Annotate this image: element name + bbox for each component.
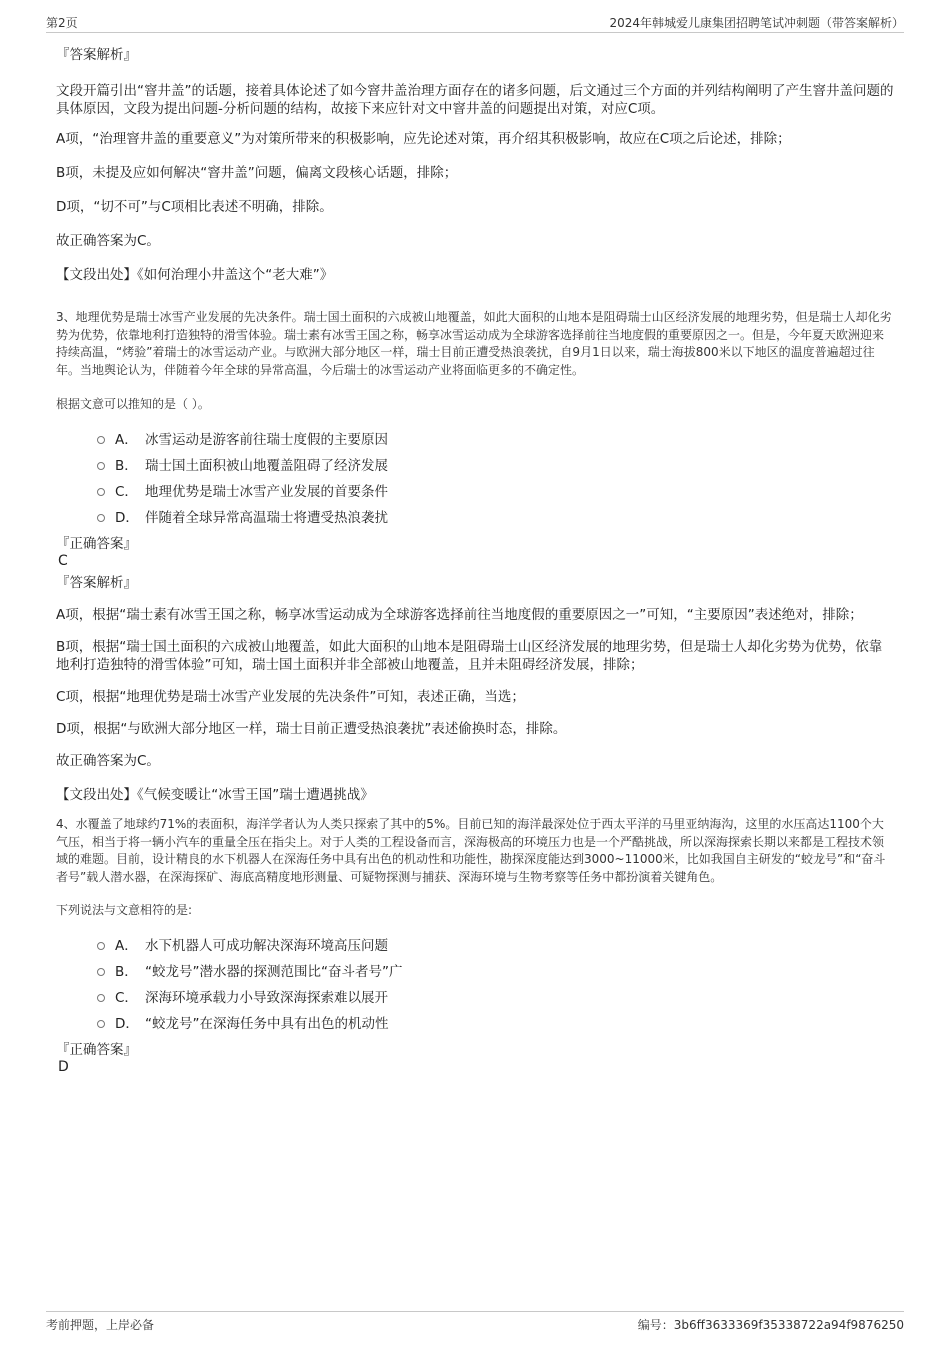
analysis-option-d: D项，根据“与欧洲大部分地区一样，瑞士目前正遭受热浪袭扰”表述偷换时态，排除。 (56, 721, 567, 737)
question-4-options (56, 933, 894, 1037)
question-3-options (56, 427, 894, 531)
passage-source: 【文段出处】《如何治理小井盖这个“老大难”》 (56, 267, 334, 283)
answer-analysis-label: 『答案解析』 (56, 47, 137, 63)
option-letter: C． (115, 990, 138, 1006)
option-letter: D． (115, 510, 139, 526)
option-letter: A． (115, 938, 138, 954)
option-d[interactable] (56, 1011, 894, 1037)
passage-source: 【文段出处】《气候变暖让“冰雪王国”瑞士遭遇挑战》 (56, 787, 374, 803)
option-letter: A． (115, 432, 138, 448)
option-letter: B． (115, 964, 138, 980)
page-footer (46, 1311, 904, 1334)
analysis-conclusion: 故正确答案为C。 (56, 753, 160, 769)
document-title: 2024年韩城爱儿康集团招聘笔试冲刺题（带答案解析） (609, 16, 904, 30)
document-body (56, 44, 894, 1076)
question-4-prompt: 下列说法与文意相符的是: (56, 903, 193, 917)
option-letter: C． (115, 484, 138, 500)
option-text: 伴随着全球异常高温瑞士将遭受热浪袭扰 (145, 510, 388, 526)
option-text: 水下机器人可成功解决深海环境高压问题 (145, 938, 388, 954)
analysis-intro: 文段开篇引出“窨井盖”的话题，接着具体论述了如今窨井盖治理方面存在的诸多问题，后文通过三个方面的并列结构阐明了产生窨井盖问题的具体原因，文段为提出问题-分析问题的结构，故接下来应针对文中窨井盖的问题提出对策，对应C项。 (56, 83, 894, 117)
option-b[interactable] (56, 453, 894, 479)
radio-button[interactable] (97, 488, 105, 496)
option-b[interactable] (56, 959, 894, 985)
question-4-stem: 4、水覆盖了地球约71%的表面积，海洋学者认为人类只探索了其中的5%。目前已知的海洋最深处位于西太平洋的马里亚纳海沟，这里的水压高达1100个大气压，相当于将一辆小汽车的重量全压在指尖上。对于人类的工程设备而言，深海极高的环境压力也是一个严酷挑战，所以深海探索长期以来都是工程技术领域的难题。目前，设计精良的水下机器人在深海任务中具有出色的机动性和功能性，勘探深度能达到3000~11000米，比如我国自主研发的“蛟龙号”和“奋斗者号”载人潜水器，在深海探矿、海底高精度地形测量、可疑物探测与捕获、深海环境与生物考察等任务中都扮演着关键角色。 (56, 817, 886, 884)
page-header (46, 14, 904, 33)
option-text: 地理优势是瑞士冰雪产业发展的首要条件 (145, 484, 388, 500)
correct-answer-label: 『正确答案』 (56, 536, 137, 552)
option-a[interactable] (56, 427, 894, 453)
option-text: “蛟龙号”在深海任务中具有出色的机动性 (145, 1016, 389, 1032)
page-number: 第2页 (46, 16, 78, 30)
option-letter: B． (115, 458, 138, 474)
analysis-conclusion: 故正确答案为C。 (56, 233, 160, 249)
correct-answer: D (58, 1059, 69, 1075)
option-letter: D． (115, 1016, 139, 1032)
analysis-option-d: D项，“切不可”与C项相比表述不明确，排除。 (56, 199, 333, 215)
correct-answer-label: 『正确答案』 (56, 1042, 137, 1058)
question-3-stem: 3、地理优势是瑞士冰雪产业发展的先决条件。瑞士国土面积的六成被山地覆盖，如此大面积的山地本是阻碍瑞士山区经济发展的地理劣势，但是瑞士人却化劣势为优势，依靠地利打造独特的滑雪体验。瑞士素有冰雪王国之称，畅享冰雪运动成为全球游客选择前往当地度假的重要原因之一。但是，今年夏天欧洲迎来持续高温，“烤验”着瑞士的冰雪运动产业。与欧洲大部分地区一样，瑞士目前正遭受热浪袭扰，自9月1日以来，瑞士海拔800米以下地区的温度普遍超过往年。当地舆论认为，伴随着今年全球的异常高温，今后瑞士的冰雪运动产业将面临更多的不确定性。 (56, 310, 892, 377)
analysis-option-b: B项，根据“瑞士国土面积的六成被山地覆盖，如此大面积的山地本是阻碍瑞士山区经济发展的地理劣势，但是瑞士人却化劣势为优势，依靠地利打造独特的滑雪体验”可知，瑞士国土面积并非全部被山地覆盖，且并未阻碍经济发展，排除； (56, 639, 883, 673)
radio-button[interactable] (97, 436, 105, 444)
radio-button[interactable] (97, 462, 105, 470)
radio-button[interactable] (97, 968, 105, 976)
analysis-option-a: A项，“治理窨井盖的重要意义”为对策所带来的积极影响，应先论述对策，再介绍其积极影响，故应在C项之后论述，排除； (56, 131, 791, 147)
option-c[interactable] (56, 479, 894, 505)
analysis-option-b: B项，未提及应如何解决“窨井盖”问题，偏离文段核心话题，排除； (56, 165, 458, 181)
option-text: 深海环境承载力小导致深海探索难以展开 (145, 990, 388, 1006)
document-id: 编号：3b6ff3633369f35338722a94f9876250 (637, 1318, 904, 1332)
radio-button[interactable] (97, 514, 105, 522)
radio-button[interactable] (97, 942, 105, 950)
analysis-option-a: A项，根据“瑞士素有冰雪王国之称，畅享冰雪运动成为全球游客选择前往当地度假的重要原因之一”可知，“主要原因”表述绝对，排除； (56, 607, 863, 623)
radio-button[interactable] (97, 994, 105, 1002)
analysis-option-c: C项，根据“地理优势是瑞士冰雪产业发展的先决条件”可知，表述正确，当选； (56, 689, 525, 705)
footer-slogan: 考前押题，上岸必备 (46, 1318, 155, 1332)
option-text: 瑞士国土面积被山地覆盖阻碍了经济发展 (145, 458, 388, 474)
correct-answer: C (58, 553, 68, 569)
option-text: 冰雪运动是游客前往瑞士度假的主要原因 (145, 432, 388, 448)
option-text: “蛟龙号”潜水器的探测范围比“奋斗者号”广 (145, 964, 403, 980)
answer-analysis-label: 『答案解析』 (56, 575, 137, 591)
question-3-prompt: 根据文意可以推知的是（ ）。 (56, 397, 210, 411)
option-c[interactable] (56, 985, 894, 1011)
radio-button[interactable] (97, 1020, 105, 1028)
option-a[interactable] (56, 933, 894, 959)
option-d[interactable] (56, 505, 894, 531)
